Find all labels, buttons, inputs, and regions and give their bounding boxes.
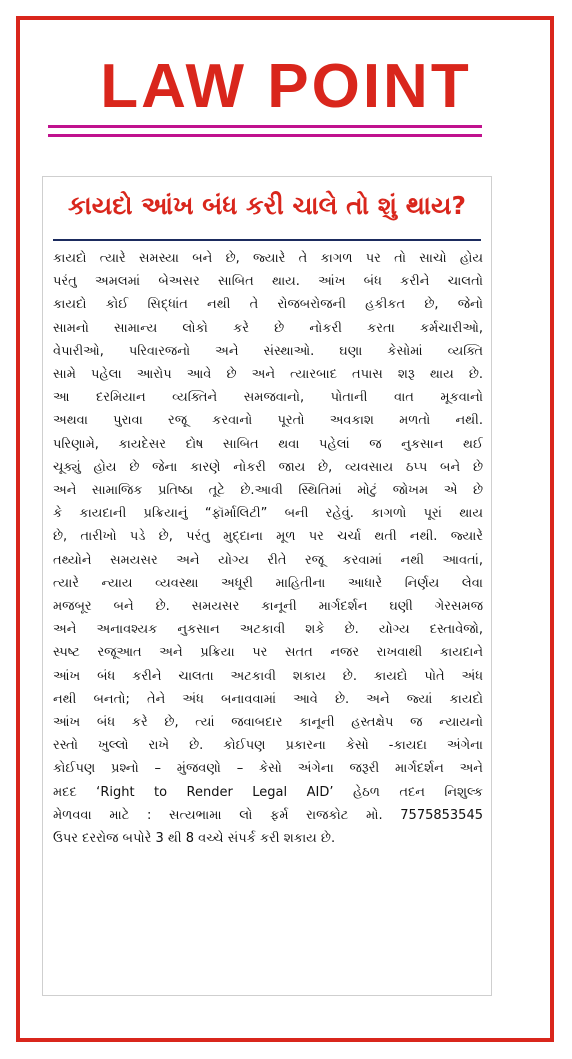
article-body-line: નથી બનતો; તેને અંધ બનાવવામાં આવે છે. અને જ્યાં કાયદો [53,691,483,707]
article-body-line: ઉપર દરરોજ બપોરે 3 થી 8 વચ્ચે સંપર્ક કરી શકાય છે. [53,831,336,847]
article-body-line: આંખ બંધ કરે છે, ત્યાં જવાબદાર કાનૂની હસ્તક્ષેપ જ ન્યાયનો [53,715,483,731]
article-body-line: કાયદો કોઈ સિદ્ધાંત નથી તે રોજબરોજની હકીકત છે, જેનો [53,297,483,313]
article-body-line: અથવા પુરાવા રજૂ કરવાનો પૂરતો અવકાશ મળતો નથી. [53,413,483,429]
article-body-line: આંખ બંધ કરીને ચાલતા અટકાવી શકાય છે. કાયદો પોતે અંધ [53,668,483,684]
article-body-line: સામનો સામાન્ય લોકો કરે છે નોકરી કરતા કર્મચારીઓ, [53,320,483,336]
article-box [42,176,492,996]
article-body-line: સ્પષ્ટ રજૂઆત અને પ્રક્રિયા પર સતત નજર રાખવાથી કાયદાને [53,645,483,661]
article-body-line: સામે પહેલા આરોપ આવે છે અને ત્યારબાદ તપાસ શરૂ થાય છે. [53,367,483,383]
headline-underline [53,239,481,241]
article-body-line: કાયદો ત્યારે સમસ્યા બને છે, જ્યારે તે કાગળ પર તો સાચો હોય [53,251,483,266]
article-body-line: કે કાયદાની પ્રક્રિયાનું “ફૉર્માલિટી” બની રહેવું. કાગળો પૂરાં થાય [53,506,483,522]
article-body-line: પરિણામે, કાયદેસર દોષ સાબિત થવા પહેલાં જ નુકસાન થઈ [53,436,483,452]
article-body-line: અને અનાવશ્યક નુકસાન અટકાવી શકે છે. યોગ્ય દસ્તાવેજો, [53,622,483,638]
article-headline: કાયદો આંખ બંધ કરી ચાલે તો શું થાય? [68,191,466,220]
article-body-line: વેપારીઓ, પરિવારજનો અને સંસ્થાઓ. ઘણા કેસોમાં વ્યક્તિ [53,343,483,359]
article-body-line: ત્યારે ન્યાય વ્યવસ્થા અધૂરી માહિતીના આધારે નિર્ણય લેવા [53,575,483,591]
article-body-line: આ દરમિયાન વ્યક્તિને સમજવાનો, પોતાની વાત મૂકવાનો [53,390,483,406]
article-body-line: છે, તારીખો પડે છે, પરંતુ મુદ્દાના મૂળ પર ચર્ચા થતી નથી. જ્યારે [53,529,483,545]
article-body-line: તથ્યોને સમયસર અને યોગ્ય રીતે રજૂ કરવામાં નથી આવતાં, [53,552,483,568]
article-body-line: ચૂક્યું હોય છે જેના કારણે નોકરી જાય છે, વ્યવસાય ઠપ્પ બને છે [53,459,483,475]
article-body [53,247,483,850]
article-body-line: રસ્તો ખુલ્લો રાખે છે. કોઈપણ પ્રકારના કેસો -કાયદા અંગેના [53,738,483,754]
masthead-rule-top [48,125,482,128]
article-body-line: મેળવવા માટે : સત્યભામા લો ફર્મ રાજકોટ મો. 7575853545 [53,807,483,823]
masthead-title: LAW POINT [100,52,472,121]
article-body-line: પરંતુ અમલમાં બેઅસર સાબિત થાય. આંખ બંધ કરીને ચાલતો [53,274,483,290]
masthead-rule-bottom [48,134,482,137]
article-body-line: મદદ ‘Right to Render Legal AID’ હેઠળ તદન નિશુલ્ક [53,784,483,800]
article-body-line: મજબૂર બને છે. સમયસર કાનૂની માર્ગદર્શન ઘણી ગેરસમજ [53,599,483,615]
article-body-line: અને સામાજિક પ્રતિષ્ઠા તૂટે છે.આવી સ્થિતિમાં મોટું જોખમ એ છે [53,483,483,499]
article-body-line: કોઈપણ પ્રશ્નો – મુંજવણો – કેસો અંગેના જરૂરી માર્ગદર્શન અને [53,761,483,777]
